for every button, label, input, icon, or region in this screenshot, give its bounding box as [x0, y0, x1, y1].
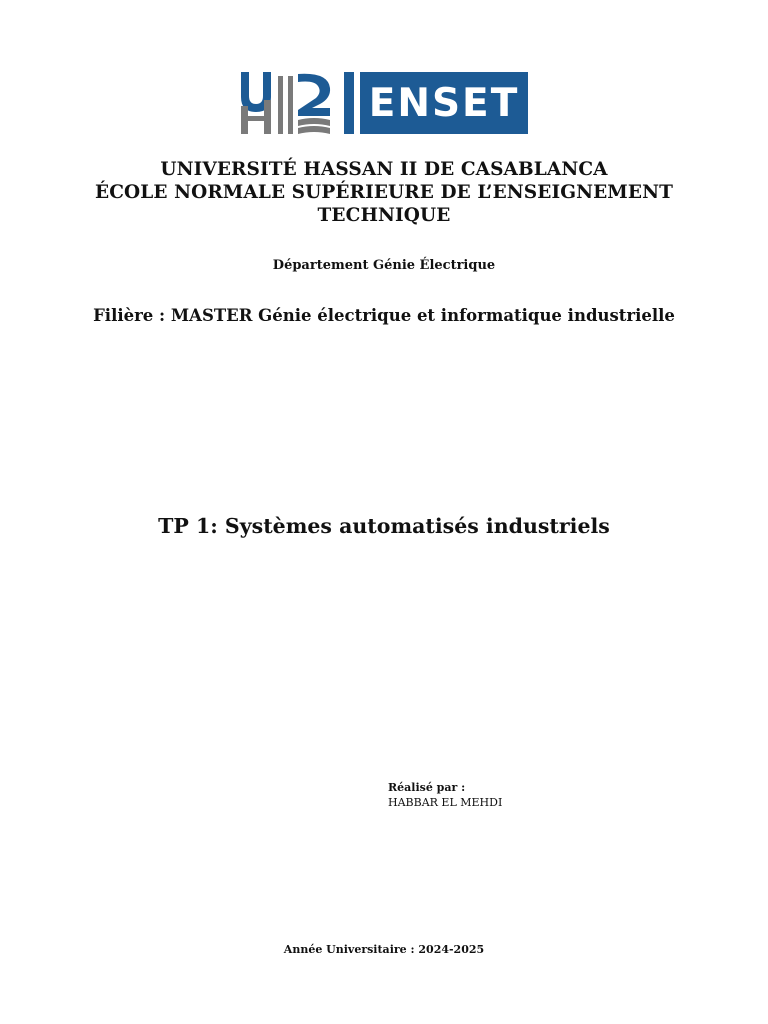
author-block — [388, 780, 502, 810]
author-name: HABBAR EL MEHDI — [388, 796, 503, 809]
uh2-logo-icon — [238, 70, 334, 136]
enset-logo-text: ENSET — [368, 80, 520, 126]
department-label: Département Génie Électrique — [272, 258, 496, 273]
author-label: Réalisé par : — [388, 781, 466, 794]
academic-year: Année Universitaire : 2024-2025 — [283, 943, 485, 956]
university-line-3: TECHNIQUE — [317, 205, 451, 226]
university-heading — [60, 158, 708, 227]
filiere-label: Filière : MASTER Génie électrique et informatique industrielle — [93, 306, 675, 325]
university-line-2: ÉCOLE NORMALE SUPÉRIEURE DE L’ENSEIGNEMENT — [95, 182, 673, 203]
university-line-1: UNIVERSITÉ HASSAN II DE CASABLANCA — [160, 159, 608, 180]
document-title: TP 1: Systèmes automatisés industriels — [158, 514, 610, 538]
enset-logo-bar — [344, 72, 354, 134]
enset-logo-box — [360, 72, 528, 134]
enset-logo — [344, 72, 528, 134]
logo-row — [238, 70, 530, 136]
